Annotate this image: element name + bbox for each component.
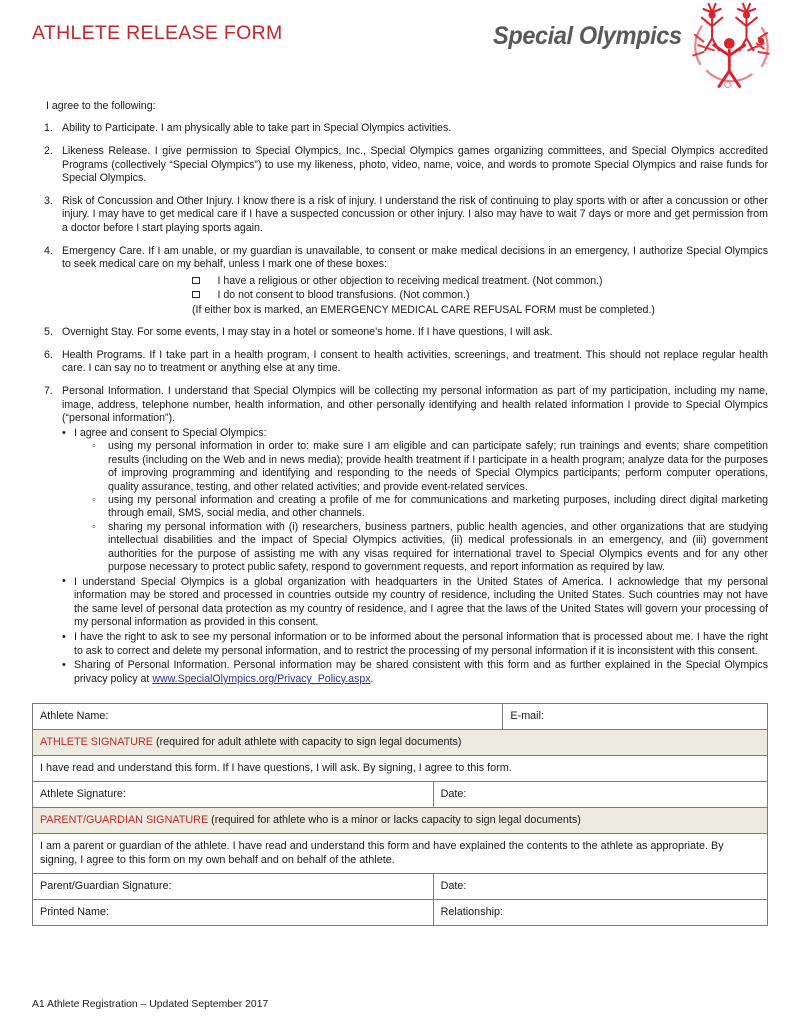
- checkbox-row-blood-transfusion[interactable]: [192, 288, 768, 302]
- page-footer: A1 Athlete Registration – Updated September 2017: [32, 999, 269, 1010]
- clause-list: [32, 122, 768, 686]
- signature-table: [32, 703, 768, 926]
- privacy-policy-link[interactable]: www.SpecialOlympics.org/Privacy_Policy.aspx: [152, 672, 371, 685]
- clause-4-number: 4.: [44, 244, 53, 257]
- clause-3-text: Risk of Concussion and Other Injury. I know there is a risk of injury. I understand the risk of continuing to play sports with or after a concussion or other injury. I may have to get medical care if I have a suspected concussion or other injury. I also may have to wait 7 days or more and get permission from a doctor before I start playing sports again.: [62, 195, 768, 234]
- clause-1-text: Ability to Participate. I am physically able to take part in Special Olympics activities.: [62, 122, 452, 135]
- sub-bullet-sharing-information: ◦ sharing my personal information with (i) researchers, business partners, public health agencies, and other organizations that are studying intellectual disabilities and the impact of Special Olympics activities, (ii) medical professionals in an emergency, and (iii) government authorities for the purpose of assisting me with any visas required for international travel to Special Olympics events and for any other purpose necessary to protect public safety, respond to government requests, and report information as required by law.: [92, 521, 768, 575]
- parent-signature-header-note: (required for athlete who is a minor or lacks capacity to sign legal documents): [208, 814, 581, 827]
- clause-7-bullet-global-org: • I understand Special Olympics is a global organization with headquarters in the United States of America. I acknowledge that my personal information may be stored and processed in countries outside my country of residence, including the United States. Such countries may not have the same level of personal data protection as my country of residence, and I agree that the laws of the United States will govern your processing of my personal information as provided in this consent.: [62, 576, 768, 630]
- athlete-name-field[interactable]: Athlete Name:: [33, 704, 503, 730]
- clause-4: [32, 245, 768, 317]
- parent-date-field[interactable]: Date:: [433, 874, 767, 900]
- checkbox-blood-transfusion-icon[interactable]: [192, 291, 200, 299]
- athlete-statement: I have read and understand this form. If I have questions, I will ask. By signing, I agree to this form.: [33, 756, 768, 782]
- clause-4-text: Emergency Care. If I am unable, or my guardian is unavailable, to consent or make medical decisions in an emergency, I authorize Special Olympics to seek medical care on my behalf, unless I mark one of these boxes:: [62, 244, 768, 271]
- email-field[interactable]: E-mail:: [503, 704, 768, 730]
- special-olympics-wordmark: Special Olympics: [493, 22, 682, 50]
- table-row-athlete-signature-header: [33, 730, 768, 756]
- clause-5: [32, 326, 768, 339]
- clause-7-bullet-consent: [62, 427, 768, 574]
- table-row-athlete-name: [33, 704, 768, 730]
- clause-7-bullet-list: [62, 427, 768, 686]
- sharing-policy-text-before: Sharing of Personal Information. Personal information may be shared consistent with this form and as further explained in the Special Olympics privacy policy at: [74, 659, 768, 685]
- document-body: [32, 100, 768, 686]
- table-row-athlete-signature: [33, 782, 768, 808]
- clause-7-sub-bullet-list: [92, 440, 768, 574]
- checkbox-blood-transfusion-label: I do not consent to blood transfusions. (Not common.): [217, 288, 470, 301]
- parent-signature-field[interactable]: Parent/Guardian Signature:: [33, 874, 434, 900]
- clause-2-text: Likeness Release. I give permission to Special Olympics, Inc., Special Olympics games organizing committees, and Special Olympics accredited Programs (collectively “Special Olympics”) to use my likeness, photo, video, name, voice, and words to promote Special Olympics and raise funds for Special Olympics.: [62, 145, 768, 185]
- checkbox-row-religious-objection[interactable]: [192, 274, 768, 288]
- clause-7-bullet-access-rights: • I have the right to ask to see my personal information or to be informed about the personal information that is processed about me. I have the right to ask to correct and delete my personal information, and to restrict the processing of my personal information if it is inconsistent with this consent.: [62, 631, 768, 658]
- clause-6-number: 6.: [44, 348, 53, 361]
- athlete-signature-header-emphasis: ATHLETE SIGNATURE: [40, 736, 153, 749]
- lead-text: I agree to the following:: [46, 100, 156, 112]
- clause-3: [32, 195, 768, 235]
- clause-7-number: 7.: [44, 385, 53, 398]
- table-row-parent-statement: [33, 834, 768, 874]
- emergency-care-checkbox-group: [192, 274, 768, 317]
- clause-2-number: 2.: [44, 145, 53, 158]
- clause-7-bullet-consent-text: I agree and consent to Special Olympics:: [74, 427, 267, 439]
- clause-3-number: 3.: [44, 195, 53, 208]
- table-row-athlete-statement: [33, 756, 768, 782]
- sharing-policy-text-after: .: [370, 672, 374, 685]
- clause-7-text: Personal Information. I understand that Special Olympics will be collecting my personal information as part of my participation, including my name, image, address, telephone number, health information, and other personally identifying and health related information I provide to Special Olympics (“personal information”).: [62, 385, 768, 425]
- table-row-parent-signature: [33, 874, 768, 900]
- table-row-printed-name: [33, 900, 768, 926]
- sub-bullet-use-of-information: ◦ using my personal information in order to: make sure I am eligible and can participate safely; run trainings and events; share competition results (including on the Web and in news media); provide health treatment if I participate in a health program; analyze data for the purposes of improving programming and identifying and responding to the needs of Special Olympics participants; perform computer operations, quality assurance, testing, and other related activities; and provide event-related services.: [92, 440, 768, 494]
- page-title: ATHLETE RELEASE FORM: [32, 22, 283, 44]
- sub-bullet-marketing-profile: ◦ using my personal information and creating a profile of me for communications and marketing purposes, including direct digital marketing through email, SMS, social media, and other channels.: [92, 494, 768, 521]
- clause-1-number: 1.: [44, 122, 53, 135]
- clause-5-text: Overnight Stay. For some events, I may stay in a hotel or someone’s home. If I have questions, I will ask.: [62, 326, 553, 339]
- clause-6: [32, 349, 768, 376]
- parent-statement: I am a parent or guardian of the athlete. I have read and understand this form and have explained the contents to the athlete as appropriate. By signing, I agree to this form on my own behalf and on behalf of the athlete.: [33, 834, 768, 874]
- clause-5-number: 5.: [44, 326, 53, 339]
- checkbox-religious-objection-icon[interactable]: [192, 277, 200, 285]
- clause-2: [32, 145, 768, 185]
- athlete-signature-header: [33, 730, 768, 756]
- document-header: [32, 0, 770, 92]
- athlete-signature-field[interactable]: Athlete Signature:: [33, 782, 434, 808]
- parent-signature-header-emphasis: PARENT/GUARDIAN SIGNATURE: [40, 814, 209, 827]
- athlete-date-field[interactable]: Date:: [433, 782, 767, 808]
- parent-signature-header: [33, 808, 768, 834]
- checkbox-religious-objection-label: I have a religious or other objection to receiving medical treatment. (Not common.): [217, 274, 603, 287]
- printed-name-field[interactable]: Printed Name:: [33, 900, 434, 926]
- clause-7-bullet-sharing-policy: [62, 659, 768, 686]
- athlete-signature-header-note: (required for adult athlete with capacity to sign legal documents): [152, 736, 462, 749]
- clause-7: [32, 385, 768, 686]
- relationship-field[interactable]: Relationship:: [433, 900, 767, 926]
- table-row-parent-signature-header: [33, 808, 768, 834]
- clause-6-text: Health Programs. If I take part in a health program, I consent to health activities, screenings, and treatment. This should not replace regular health care. I can say no to treatment or anything else at any time.: [62, 348, 768, 375]
- clause-1: [32, 122, 768, 135]
- checkbox-note: (If either box is marked, an EMERGENCY MEDICAL CARE REFUSAL FORM must be completed.): [192, 303, 655, 316]
- special-olympics-logo-icon: [688, 0, 774, 92]
